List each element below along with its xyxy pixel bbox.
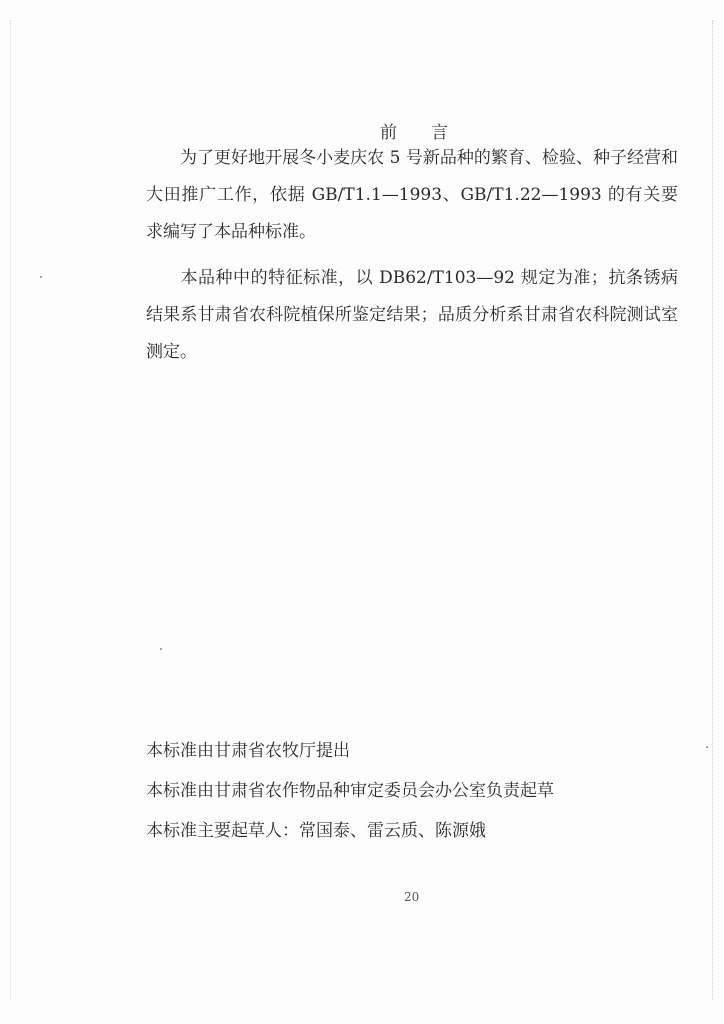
scan-edge-right [712, 20, 714, 1000]
foreword-paragraph [146, 140, 678, 251]
proposer-line: 本标准由甘肃省农牧厅提出 [146, 741, 350, 761]
scan-speck [40, 276, 42, 278]
scan-edge-left [10, 20, 12, 1000]
scan-speck [706, 746, 708, 748]
drafting-unit-line: 本标准由甘肃省农作物品种审定委员会办公室负责起草 [146, 781, 554, 801]
scan-speck [160, 648, 162, 650]
section-heading: 前言 [380, 123, 482, 143]
paragraph-text: 为了更好地开展冬小麦庆农 5 号新品种的繁育、检验、种子经营和大田推广工作，依据 GB/T1.1—1993、GB/T1.22—1993 的有关要求编写了本品种标准。 [146, 148, 678, 242]
drafters-line: 本标准主要起草人：常国泰、雷云质、陈源娥 [146, 821, 486, 841]
foreword-paragraph [146, 260, 678, 371]
paragraph-text: 本品种中的特征标准，以 DB62/T103—92 规定为准；抗条锈病结果系甘肃省农科院植保所鉴定结果；品质分析系甘肃省农科院测试室测定。 [146, 268, 678, 362]
page-number: 20 [404, 890, 420, 904]
